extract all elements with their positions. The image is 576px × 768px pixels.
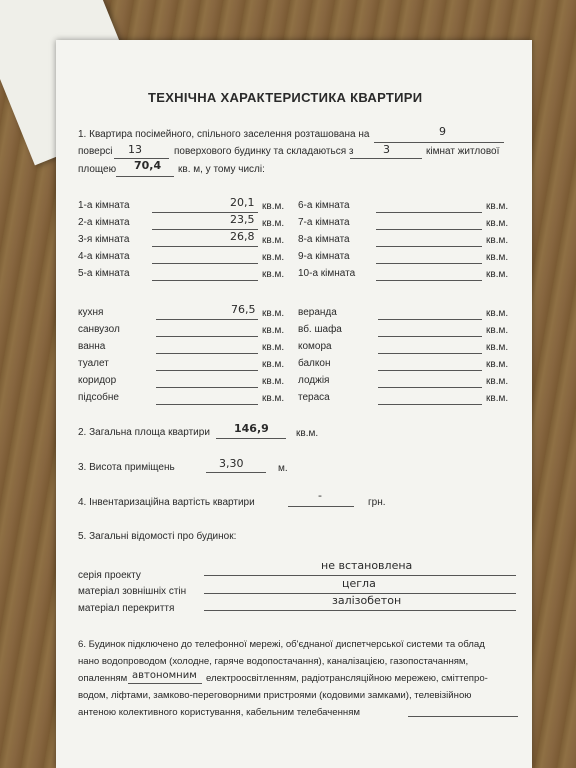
building-info-row-value: не встановлена: [321, 559, 413, 572]
aux-line: [378, 387, 482, 388]
room-label: 5-а кімната: [78, 268, 130, 279]
room-value: 26,8: [230, 230, 255, 243]
room-label: 1-а кімната: [78, 200, 130, 211]
total-area-unit: кв.м.: [296, 428, 319, 439]
room-unit: кв.м.: [486, 269, 509, 280]
living-area-line: [116, 176, 174, 177]
aux-label: балкон: [298, 358, 331, 369]
heating-line: [128, 683, 202, 684]
s6-line5: антеною колективного користування, кабельним телебаченням: [78, 707, 360, 718]
aux-unit: кв.м.: [262, 359, 285, 370]
aux-line: [378, 370, 482, 371]
building-info-row-value: залізобетон: [332, 594, 402, 607]
room-label: 2-а кімната: [78, 217, 130, 228]
aux-unit: кв.м.: [262, 393, 285, 404]
inventory-value-line: [288, 506, 354, 507]
aux-label: підсобне: [78, 392, 119, 403]
room-label: 3-я кімната: [78, 234, 130, 245]
height-label: 3. Висота приміщень: [78, 462, 175, 473]
floors-label: поверсі: [78, 146, 113, 157]
aux-line: [156, 404, 258, 405]
room-unit: кв.м.: [486, 201, 509, 212]
aux-line: [156, 387, 258, 388]
s1-line1: 1. Квартира посімейного, спільного заселення розташована на: [78, 129, 370, 140]
room-unit: кв.м.: [262, 269, 285, 280]
area-unit: кв. м, у тому числі:: [178, 164, 265, 175]
room-unit: кв.м.: [262, 218, 285, 229]
rooms-count-line: [350, 158, 422, 159]
room-label: 10-а кімната: [298, 268, 356, 279]
aux-unit: кв.м.: [486, 308, 509, 319]
room-line: [376, 212, 482, 213]
room-unit: кв.м.: [486, 252, 509, 263]
room-label: 8-а кімната: [298, 234, 350, 245]
document-title: ТЕХНІЧНА ХАРАКТЕРИСТИКА КВАРТИРИ: [148, 90, 423, 105]
total-area-line: [216, 438, 286, 439]
aux-line: [156, 370, 258, 371]
height-line: [206, 472, 266, 473]
s6-line3a: опаленням: [78, 673, 128, 684]
building-info-row-label: серія проекту: [78, 570, 141, 581]
document-sheet: [56, 40, 532, 768]
building-info-line: [204, 610, 516, 611]
aux-label: коридор: [78, 375, 117, 386]
room-line: [152, 263, 258, 264]
floors-total: 13: [128, 143, 142, 156]
room-line: [376, 263, 482, 264]
aux-label: лоджія: [298, 375, 330, 386]
building-info-line: [204, 575, 516, 576]
building-info-label: 5. Загальні відомості про будинок:: [78, 531, 237, 542]
aux-label: тераса: [298, 392, 330, 403]
aux-unit: кв.м.: [486, 342, 509, 353]
aux-label: комора: [298, 341, 332, 352]
aux-label: вб. шафа: [298, 324, 342, 335]
living-area-value: 70,4: [134, 159, 162, 172]
room-line: [152, 246, 258, 247]
aux-label: веранда: [298, 307, 337, 318]
aux-line: [378, 319, 482, 320]
room-unit: кв.м.: [486, 218, 509, 229]
aux-line: [378, 336, 482, 337]
aux-unit: кв.м.: [486, 325, 509, 336]
room-line: [376, 246, 482, 247]
room-value: 20,1: [230, 196, 255, 209]
rooms-count: 3: [383, 143, 390, 156]
room-label: 7-а кімната: [298, 217, 350, 228]
height-value: 3,30: [219, 457, 244, 470]
total-area-label: 2. Загальна площа квартири: [78, 427, 210, 438]
room-unit: кв.м.: [262, 201, 285, 212]
floor-value: 9: [439, 125, 446, 138]
room-line: [152, 280, 258, 281]
height-unit: м.: [278, 463, 288, 474]
aux-line: [156, 353, 258, 354]
aux-unit: кв.м.: [486, 359, 509, 370]
inventory-value-label: 4. Інвентаризаційна вартість квартири: [78, 497, 255, 508]
building-label: поверхового будинку та складаються з: [174, 146, 354, 157]
aux-unit: кв.м.: [262, 308, 285, 319]
aux-line: [378, 404, 482, 405]
inventory-value: -: [318, 489, 322, 502]
cable-tv-line: [408, 716, 518, 717]
room-unit: кв.м.: [262, 252, 285, 263]
room-label: 9-а кімната: [298, 251, 350, 262]
building-info-row-label: матеріал зовнішніх стін: [78, 586, 187, 597]
aux-unit: кв.м.: [262, 376, 285, 387]
aux-label: туалет: [78, 358, 109, 369]
s6-line4: водом, ліфтами, замково-переговорними пристроями (кодовими замками), телевізійною: [78, 690, 472, 701]
s6-line1: 6. Будинок підключено до телефонної мережі, об'єднаної диспетчерської системи та облад: [78, 639, 485, 650]
s6-line2: нано водопроводом (холодне, гаряче водопостачання), каналізацією, газопостачанням,: [78, 656, 469, 667]
room-line: [376, 280, 482, 281]
s6-line3b: електроосвітленням, радіотрансляційною мережею, сміттепро-: [206, 673, 488, 684]
room-value: 23,5: [230, 213, 255, 226]
aux-unit: кв.м.: [486, 393, 509, 404]
aux-unit: кв.м.: [486, 376, 509, 387]
room-unit: кв.м.: [486, 235, 509, 246]
building-info-row-label: матеріал перекриття: [78, 603, 175, 614]
heating-value: автономним: [132, 670, 197, 681]
aux-line: [378, 353, 482, 354]
aux-label: санвузол: [78, 324, 120, 335]
inventory-unit: грн.: [368, 497, 386, 508]
aux-line: [156, 319, 258, 320]
room-line: [376, 229, 482, 230]
aux-line: [156, 336, 258, 337]
aux-label: кухня: [78, 307, 104, 318]
room-label: 4-а кімната: [78, 251, 130, 262]
room-label: 6-а кімната: [298, 200, 350, 211]
aux-unit: кв.м.: [262, 342, 285, 353]
area-label: площею: [78, 164, 117, 175]
building-info-row-value: цегла: [342, 577, 376, 590]
total-area-value: 146,9: [234, 422, 269, 435]
aux-label: ванна: [78, 341, 106, 352]
rooms-label: кімнат житлової: [426, 146, 500, 157]
floor-line: [374, 142, 504, 143]
aux-value: 76,5: [231, 303, 256, 316]
aux-unit: кв.м.: [262, 325, 285, 336]
room-unit: кв.м.: [262, 235, 285, 246]
